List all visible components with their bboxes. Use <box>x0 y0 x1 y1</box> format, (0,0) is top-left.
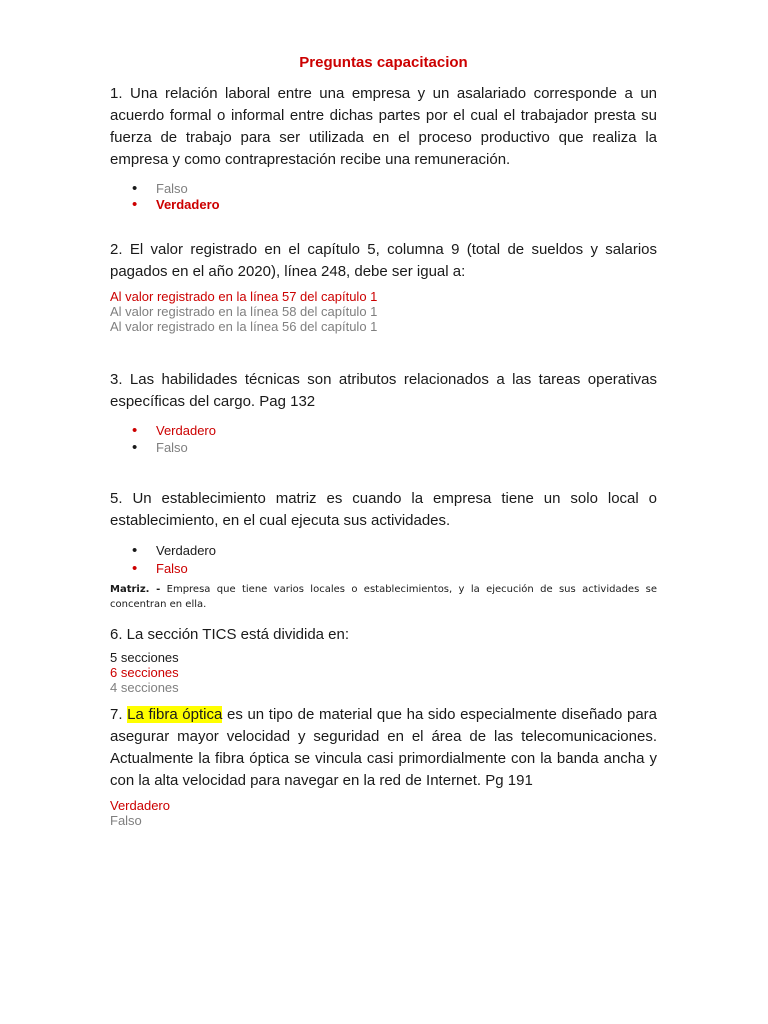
option-verdadero-answer: Verdadero <box>110 798 170 813</box>
bullet-icon: • <box>132 439 138 456</box>
option-falso: Falso <box>156 181 188 196</box>
question-3-options <box>110 423 657 456</box>
bullet-icon: • <box>132 542 138 559</box>
matriz-definition-note <box>110 582 657 612</box>
question-6-options <box>110 650 657 695</box>
question-1: 1. Una relación laboral entre una empresa y un asalariado corresponde a un acuerdo formal o informal entre dichas partes por el cual el trabajador presta su fuerza de trabajo para ser utilizada en el proceso productivo que realiza la empresa y como contraprestación recibe una remuneración. <box>110 85 657 168</box>
question-6: 6. La sección TICS está dividida en: <box>110 626 350 643</box>
note-term: Matriz. - <box>110 584 161 595</box>
bullet-icon: • <box>132 560 138 577</box>
question-2-options <box>110 289 657 334</box>
option-falso-answer: Falso <box>156 561 188 576</box>
question-3: 3. Las habilidades técnicas son atributos relacionados a las tareas operativas específicas del cargo. Pag 132 <box>110 371 657 410</box>
list-item <box>110 181 657 197</box>
option-linea-57-answer: Al valor registrado en la línea 57 del capítulo 1 <box>110 289 378 304</box>
question-7-number: 7. <box>110 706 128 723</box>
bullet-icon: • <box>132 422 138 439</box>
question-5: 5. Un establecimiento matriz es cuando la empresa tiene un solo local o establecimiento, en el cual ejecuta sus actividades. <box>110 490 657 529</box>
option-falso: Falso <box>156 440 188 455</box>
option-verdadero: Verdadero <box>156 543 216 558</box>
document-page <box>110 54 657 828</box>
list-item <box>110 440 657 456</box>
option-5-secciones: 5 secciones <box>110 650 179 665</box>
question-1-options <box>110 181 657 213</box>
question-7 <box>110 704 657 792</box>
question-2: 2. El valor registrado en el capítulo 5, columna 9 (total de sueldos y salarios pagados en el año 2020), línea 248, debe ser igual a: <box>110 241 657 280</box>
bullet-icon: • <box>132 196 138 213</box>
option-verdadero-answer: Verdadero <box>156 197 220 212</box>
option-verdadero-answer: Verdadero <box>156 423 216 438</box>
note-text: Empresa que tiene varios locales o establecimientos, y la ejecución de sus actividades se concentran en ella. <box>110 584 657 610</box>
list-item <box>110 423 657 439</box>
question-7-options <box>110 798 657 828</box>
list-item <box>110 543 657 559</box>
bullet-icon: • <box>132 180 138 197</box>
option-4-secciones: 4 secciones <box>110 680 179 695</box>
question-5-options <box>110 543 657 577</box>
highlighted-term: La fibra óptica <box>127 706 223 723</box>
option-6-secciones-answer: 6 secciones <box>110 665 179 680</box>
question-7-text: es un tipo de material que ha sido especialmente diseñado para asegurar mayor velocidad y seguridad en el área de las telecomunicaciones. Actualmente la fibra óptica se vincula casi primordialmente con la banda ancha y con la alta velocidad para navegar en la red de Internet. Pg 191 <box>110 706 657 789</box>
list-item <box>110 561 657 577</box>
option-linea-56: Al valor registrado en la línea 56 del capítulo 1 <box>110 319 378 334</box>
option-linea-58: Al valor registrado en la línea 58 del capítulo 1 <box>110 304 378 319</box>
page-title: Preguntas capacitacion <box>299 54 468 71</box>
option-falso: Falso <box>110 813 142 828</box>
list-item <box>110 197 657 213</box>
